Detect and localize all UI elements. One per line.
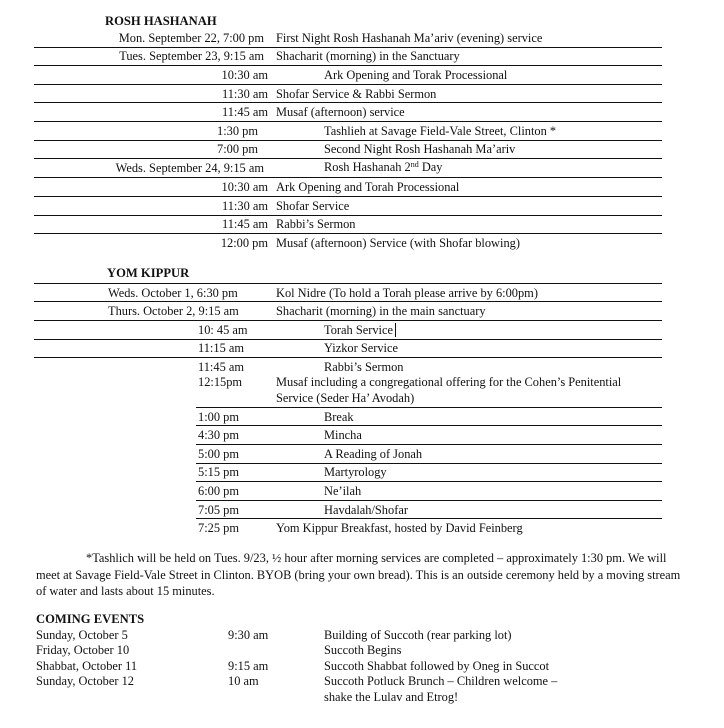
yk-row-1-when: Thurs. October 2, 9:15 am: [108, 304, 239, 318]
table-rule: [34, 196, 662, 197]
rh-row-7-event-tail: Day: [418, 160, 443, 174]
rh-row-11-when: 12:00 pm: [220, 236, 268, 250]
tashlich-note: *Tashlich will be held on Tues. 9/23, ½ hour after morning services are completed – approximately 1:30 pm. We will meet at Savage Field-Vale Street in Clinton. BYOB (bring your own bread). This is an outside ceremony held by a moving stream of water and lasts about 15 minutes.: [36, 551, 681, 598]
rh-row-6-when: 7:00 pm: [217, 142, 258, 156]
yk-row-1-event: Shacharit (morning) in the main sanctuary: [276, 304, 486, 318]
rh-row-7-event: [324, 160, 442, 175]
yk-row-10-when: 6:00 pm: [198, 484, 239, 498]
yk-row-6-when: 1:00 pm: [198, 410, 239, 424]
ce-row-0-date: Sunday, October 5: [36, 628, 128, 642]
table-rule: [34, 121, 662, 122]
ce-row-3-event: Succoth Potluck Brunch – Children welcome –: [324, 674, 558, 688]
yk-row-12-when: 7:25 pm: [198, 521, 239, 535]
yk-row-5-event-line2: Service (Seder Ha’ Avodah): [276, 391, 415, 405]
ce-row-2-time: 9:15 am: [228, 659, 269, 673]
rh-row-5-event: Tashlieh at Savage Field-Vale Street, Clinton *: [324, 124, 557, 138]
rh-row-11-event: Musaf (afternoon) Service (with Shofar blowing): [276, 236, 520, 250]
rh-row-4-when: 11:45 am: [222, 105, 268, 119]
yk-row-2-event-text: Torah Service: [324, 323, 393, 337]
rh-row-5-when: 1:30 pm: [217, 124, 258, 138]
table-rule: [34, 320, 662, 321]
yk-row-11-when: 7:05 pm: [198, 503, 239, 517]
rh-row-0-event: First Night Rosh Hashanah Ma’ariv (evening) service: [276, 31, 543, 45]
table-rule: [34, 339, 662, 340]
rh-row-3-event: Shofar Service & Rabbi Sermon: [276, 87, 437, 101]
ce-row-0-event: Building of Succoth (rear parking lot): [324, 628, 512, 642]
rh-row-2-event: Ark Opening and Torak Processional: [324, 68, 508, 82]
rh-row-8-when: 10:30 am: [221, 180, 268, 194]
yk-row-0-event: Kol Nidre (To hold a Torah please arrive by 6:00pm): [276, 286, 538, 300]
rh-row-10-event: Rabbi’s Sermon: [276, 217, 356, 231]
rh-row-3-when: 11:30 am: [222, 87, 268, 101]
yk-row-12-event: Yom Kippur Breakfast, hosted by David Feinberg: [276, 521, 523, 535]
table-rule: [34, 301, 662, 302]
rh-row-10-when: 11:45 am: [222, 217, 268, 231]
table-rule: [34, 215, 662, 216]
yk-row-9-event: Martyrology: [324, 465, 387, 479]
yk-row-8-when: 5:00 pm: [198, 447, 239, 461]
ce-row-0-time: 9:30 am: [228, 628, 269, 642]
table-rule: [34, 233, 662, 234]
yk-row-11-event: Havdalah/Shofar: [324, 503, 408, 517]
rh-row-7-when: Weds. September 24, 9:15 am: [115, 161, 264, 175]
ce-row-3-event-line2: shake the Lulav and Etrog!: [324, 690, 459, 704]
ce-row-2-event: Succoth Shabbat followed by Oneg in Succot: [324, 659, 550, 673]
table-rule: [34, 140, 662, 141]
yk-row-2-event: [324, 323, 396, 338]
table-rule: [196, 481, 662, 482]
table-rule: [34, 102, 662, 103]
rh-row-0-when: Mon. September 22, 7:00 pm: [118, 31, 264, 45]
rh-row-9-when: 11:30 am: [222, 199, 268, 213]
table-rule: [34, 158, 662, 159]
table-rule: [196, 500, 662, 501]
rh-row-7-event-text: Rosh Hashanah 2: [324, 160, 411, 174]
table-rule: [34, 177, 662, 178]
rh-row-2-when: 10:30 am: [221, 68, 268, 82]
ce-row-1-event: Succoth Begins: [324, 643, 402, 657]
yk-row-8-event: A Reading of Jonah: [324, 447, 423, 461]
superscript: nd: [410, 160, 419, 169]
table-rule: [34, 47, 662, 48]
yk-row-7-event: Mincha: [324, 428, 362, 442]
yk-row-9-when: 5:15 pm: [198, 465, 239, 479]
rosh-hashanah-heading: ROSH HASHANAH: [105, 14, 217, 28]
text-cursor: [395, 323, 396, 337]
table-rule: [196, 425, 662, 426]
rh-row-1-event: Shacharit (morning) in the Sanctuary: [276, 49, 460, 63]
yom-kippur-heading: YOM KIPPUR: [107, 266, 190, 280]
yk-row-7-when: 4:30 pm: [198, 428, 239, 442]
ce-row-1-date: Friday, October 10: [36, 643, 130, 657]
yk-row-3-when: 11:15 am: [198, 341, 244, 355]
rh-row-6-event: Second Night Rosh Hashanah Ma’ariv: [324, 142, 516, 156]
yk-row-0-when: Weds. October 1, 6:30 pm: [108, 286, 238, 300]
ce-row-3-date: Sunday, October 12: [36, 674, 134, 688]
ce-row-2-date: Shabbat, October 11: [36, 659, 138, 673]
table-rule: [34, 65, 662, 66]
rh-row-1-when: Tues. September 23, 9:15 am: [119, 49, 264, 63]
yk-row-10-event: Ne’ilah: [324, 484, 362, 498]
ce-row-3-time: 10 am: [228, 674, 259, 688]
rh-row-9-event: Shofar Service: [276, 199, 350, 213]
yk-row-5-when: 12:15pm: [198, 375, 243, 389]
yk-row-2-when: 10: 45 am: [198, 323, 248, 337]
yk-row-4-event: Rabbi’s Sermon: [324, 360, 404, 374]
table-rule: [196, 463, 662, 464]
coming-events-heading: COMING EVENTS: [36, 612, 145, 626]
table-rule: [34, 357, 662, 358]
yk-row-3-event: Yizkor Service: [324, 341, 398, 355]
table-rule: [196, 444, 662, 445]
yk-row-6-event: Break: [324, 410, 354, 424]
table-rule: [196, 518, 662, 519]
rh-row-4-event: Musaf (afternoon) service: [276, 105, 405, 119]
rh-row-8-event: Ark Opening and Torah Processional: [276, 180, 460, 194]
table-rule: [34, 84, 662, 85]
table-rule: [196, 407, 662, 408]
table-rule: [34, 283, 662, 284]
yk-row-4-when: 11:45 am: [198, 360, 244, 374]
yk-row-5-event: Musaf including a congregational offering for the Cohen’s Penitential: [276, 375, 622, 389]
